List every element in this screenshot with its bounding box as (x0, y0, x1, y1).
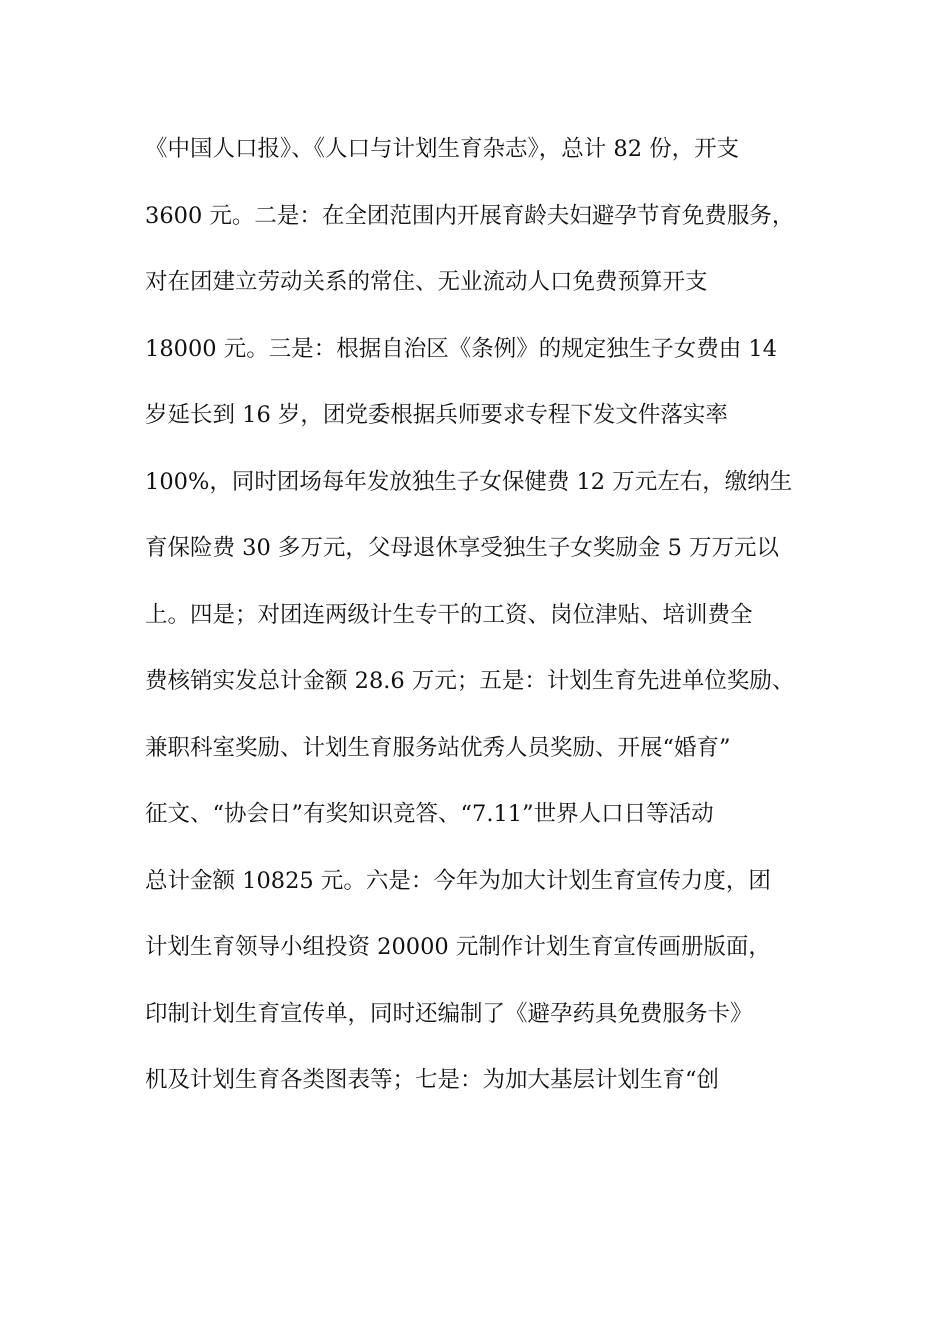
text-line: 费核销实发总计金额 28.6 万元；五是：计划生育先进单位奖励、 (145, 668, 795, 694)
text-line: 征文、“协会日”有奖知识竞答、“7.11”世界人口日等活动 (145, 801, 714, 827)
text-line: 印制计划生育宣传单，同时还编制了《避孕药具免费服务卡》 (145, 1000, 753, 1027)
body-paragraph (145, 127, 825, 1125)
text-line: 《中国人口报》、《人口与计划生育杂志》，总计 82 份，开支 (145, 136, 740, 162)
text-line: 育保险费 30 多万元，父母退休享受独生子女奖励金 5 万万元以 (145, 535, 780, 561)
text-line: 18000 元。三是：根据自治区《条例》的规定独生子女费由 14 (145, 335, 778, 362)
text-line: 计划生育领导小组投资 20000 元制作计划生育宣传画册版面， (145, 934, 771, 960)
text-line: 总计金额 10825 元。六是：今年为加大计划生育宣传力度，团 (145, 867, 771, 894)
text-line: 岁延长到 16 岁，团党委根据兵师要求专程下发文件落实率 (145, 402, 728, 428)
text-line: 机及计划生育各类图表等；七是：为加大基层计划生育“创 (145, 1067, 720, 1093)
text-line: 100%，同时团场每年发放独生子女保健费 12 万元左右，缴纳生 (145, 468, 793, 495)
text-line: 兼职科室奖励、计划生育服务站优秀人员奖励、开展“婚育” (145, 734, 731, 761)
text-line: 上。四是；对团连两级计生专干的工资、岗位津贴、培训费全 (145, 601, 753, 628)
text-line: 对在团建立劳动关系的常住、无业流动人口免费预算开支 (145, 269, 708, 295)
text-line: 3600 元。二是：在全团范围内开展育龄夫妇避孕节育免费服务， (145, 202, 795, 229)
